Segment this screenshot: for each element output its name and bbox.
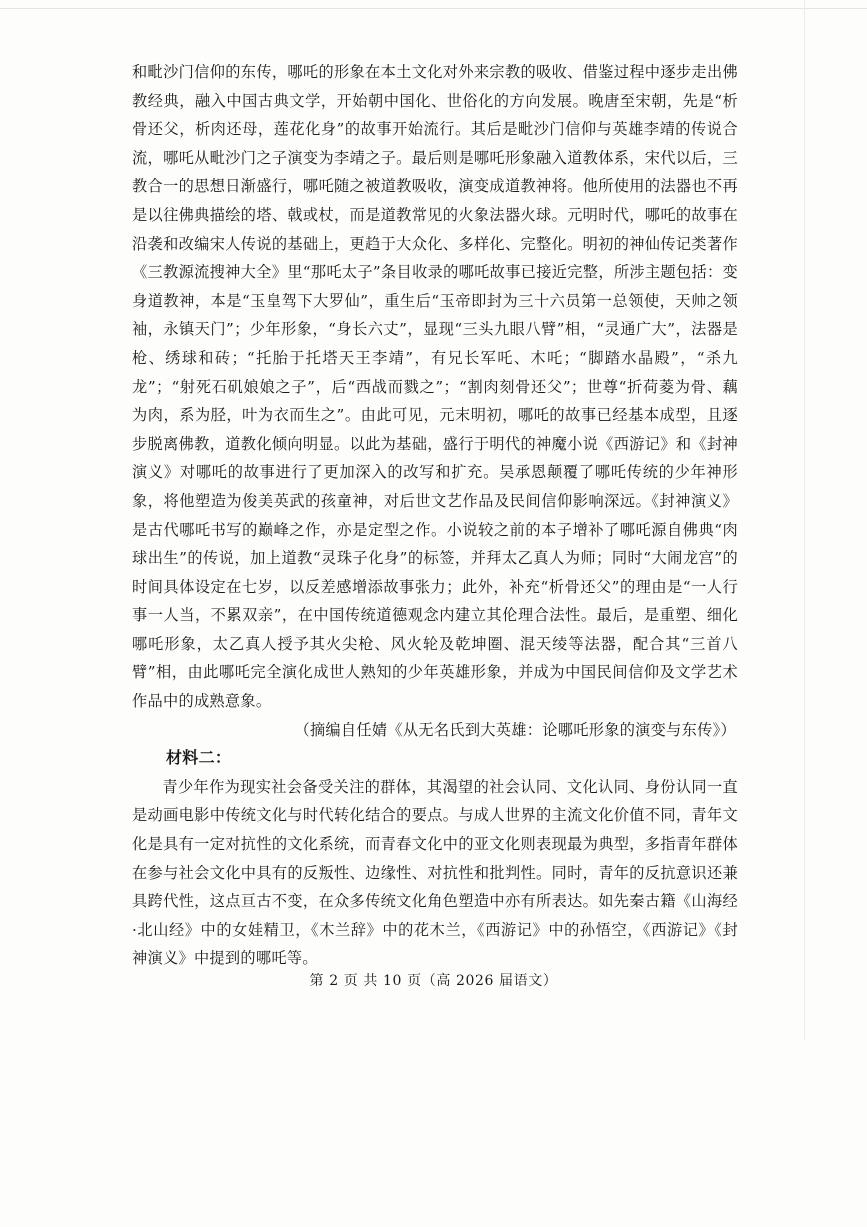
scan-edge-top	[0, 8, 867, 9]
page-footer: 第 2 页 共 10 页（高 2026 届语文）	[309, 973, 558, 989]
reading-material	[132, 58, 738, 973]
material-one-source: （摘编自任婧《从无名氏到大英雄：论哪吒形象的演变与东传》）	[294, 720, 736, 739]
material-two-body: 青少年作为现实社会备受关注的群体，其渴望的社会认同、文化认同、身份认同一直是动画电影中传统文化与时代转化结合的要点。与成人世界的主流文化价值不同，青年文化是具有一定对抗性的文化系统，而青春文化中的亚文化则表现最为典型，多指青年群体在参与社会文化中具有的反叛性、边缘性、对抗性和批判性。同时，青年的反抗意识还兼具跨代性，这点亘古不变，在众多传统文化角色塑造中亦有所表达。如先秦古籍《山海经·北山经》中的女娃精卫，《木兰辞》中的花木兰，《西游记》中的孙悟空，《西游记》《封神演义》中提到的哪吒等。	[132, 777, 738, 968]
scan-edge-right	[804, 0, 805, 1040]
material-one-body: 和毗沙门信仰的东传，哪吒的形象在本土文化对外来宗教的吸收、借鉴过程中逐步走出佛教经典，融入中国古典文学，开始朝中国化、世俗化的方向发展。晚唐至宋朝，先是“析骨还父，析肉还母，莲花化身”的故事开始流行。其后是毗沙门信仰与英雄李靖的传说合流，哪吒从毗沙门之子演变为李靖之子。最后则是哪吒形象融入道教体系，宋代以后，三教合一的思想日渐盛行，哪吒随之被道教吸收，演变成道教神将。他所使用的法器也不再是以往佛典描绘的塔、戟或杖，而是道教常见的火象法器火球。元明时代，哪吒的故事在沿袭和改编宋人传说的基础上，更趋于大众化、多样化、完整化。明初的神仙传记类著作《三教源流搜神大全》里“那吒太子”条目收录的哪吒故事已接近完整，所涉主题包括：变身道教神，本是“玉皇驾下大罗仙”，重生后“玉帝即封为三十六员第一总领使，天帅之领袖，永镇天门”；少年形象，“身长六丈”，显现“三头九眼八臂”相，“灵通广大”，法器是枪、绣球和砖；“托胎于托塔天王李靖”，有兄长军吒、木吒；“脚踏水晶殿”，“杀九龙”；“射死石矶娘娘之子”，后“西战而戮之”；“割肉刻骨还父”；世尊“折荷菱为骨、藕为肉，系为胫，叶为衣而生之”。由此可见，元末明初，哪吒的故事已经基本成型，且逐步脱离佛教，道教化倾向明显。以此为基础，盛行于明代的神魔小说《西游记》和《封神演义》对哪吒的故事进行了更加深入的改写和扩充。吴承恩颠覆了哪吒传统的少年神形象，将他塑造为俊美英武的孩童神，对后世文艺作品及民间信仰影响深远。《封神演义》是古代哪吒书写的巅峰之作，亦是定型之作。小说较之前的本子增补了哪吒源自佛典“肉球出生”的传说，加上道教“灵珠子化身”的标签，并拜太乙真人为师；同时“大闹龙宫”的时间具体设定在七岁，以反差感增添故事张力；此外，补充“析骨还父”的理由是“一人行事一人当，不累双亲”，在中国传统道德观念内建立其伦理合法性。最后，是重塑、细化哪吒形象，太乙真人授予其火尖枪、风火轮及乾坤圈、混天绫等法器，配合其“三首八臂”相，由此哪吒完全演化成世人熟知的少年英雄形象，并成为中国民间信仰及文学艺术作品中的成熟意象。	[132, 63, 738, 711]
material-two-heading: 材料二：	[166, 748, 232, 768]
